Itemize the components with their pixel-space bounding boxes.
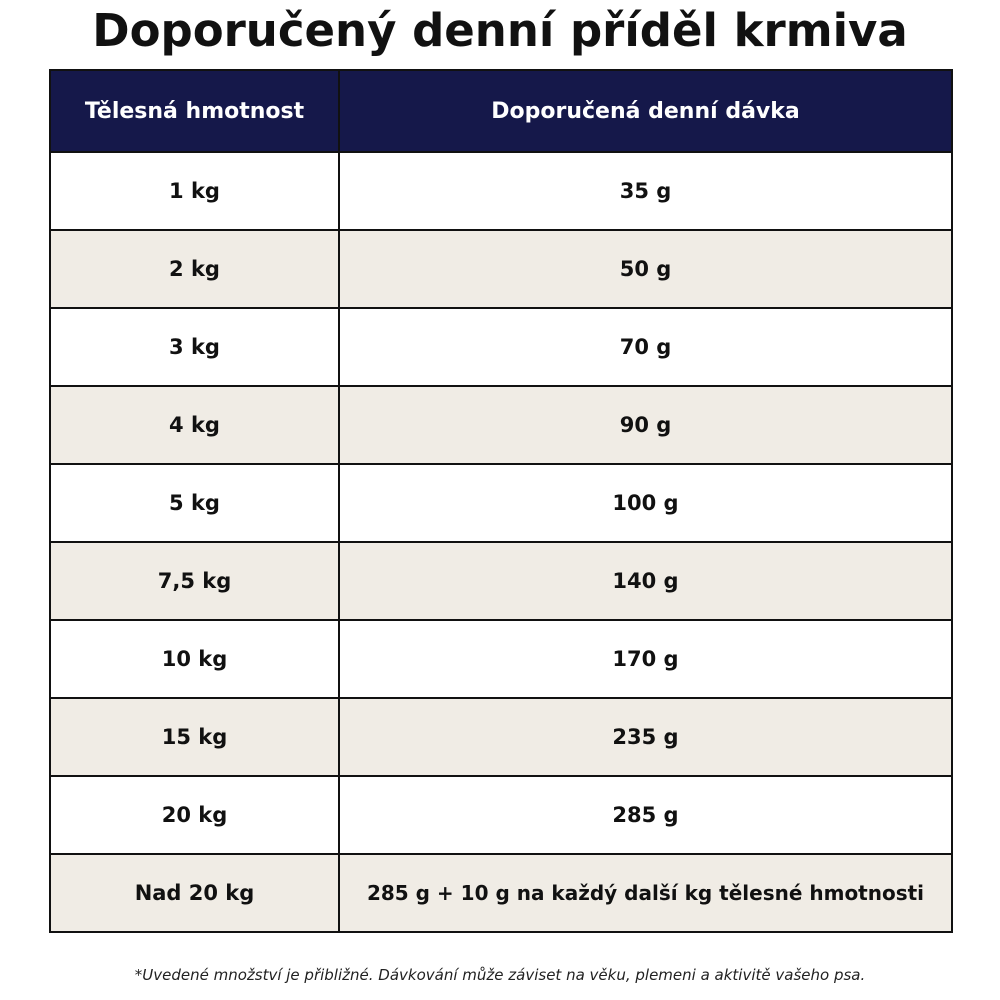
table-row <box>50 464 952 542</box>
dose-cell: 70 g <box>339 308 952 386</box>
table-header-row <box>50 70 952 152</box>
table-row <box>50 776 952 854</box>
weight-cell: 1 kg <box>50 152 339 230</box>
table-row <box>50 620 952 698</box>
dose-cell: 100 g <box>339 464 952 542</box>
dose-cell: 90 g <box>339 386 952 464</box>
dose-cell: 140 g <box>339 542 952 620</box>
header-body-weight: Tělesná hmotnost <box>50 70 339 152</box>
dose-cell: 35 g <box>339 152 952 230</box>
table-row <box>50 542 952 620</box>
table-row <box>50 386 952 464</box>
table-row <box>50 308 952 386</box>
dose-cell: 50 g <box>339 230 952 308</box>
feeding-table <box>49 69 953 933</box>
weight-cell: 2 kg <box>50 230 339 308</box>
weight-cell: Nad 20 kg <box>50 854 339 932</box>
weight-cell: 4 kg <box>50 386 339 464</box>
table-row <box>50 152 952 230</box>
weight-cell: 10 kg <box>50 620 339 698</box>
table-row <box>50 854 952 932</box>
dose-cell: 285 g <box>339 776 952 854</box>
dose-cell: 285 g + 10 g na každý další kg tělesné hmotnosti <box>339 854 952 932</box>
dose-cell: 170 g <box>339 620 952 698</box>
weight-cell: 5 kg <box>50 464 339 542</box>
header-daily-dose: Doporučená denní dávka <box>339 70 952 152</box>
weight-cell: 3 kg <box>50 308 339 386</box>
table-row <box>50 698 952 776</box>
dose-cell: 235 g <box>339 698 952 776</box>
footnote: *Uvedené množství je přibližné. Dávkování může záviset na věku, plemeni a aktivitě vašeho psa. <box>134 966 866 984</box>
weight-cell: 15 kg <box>50 698 339 776</box>
weight-cell: 20 kg <box>50 776 339 854</box>
weight-cell: 7,5 kg <box>50 542 339 620</box>
table-row <box>50 230 952 308</box>
page-title: Doporučený denní příděl krmiva <box>92 4 908 57</box>
